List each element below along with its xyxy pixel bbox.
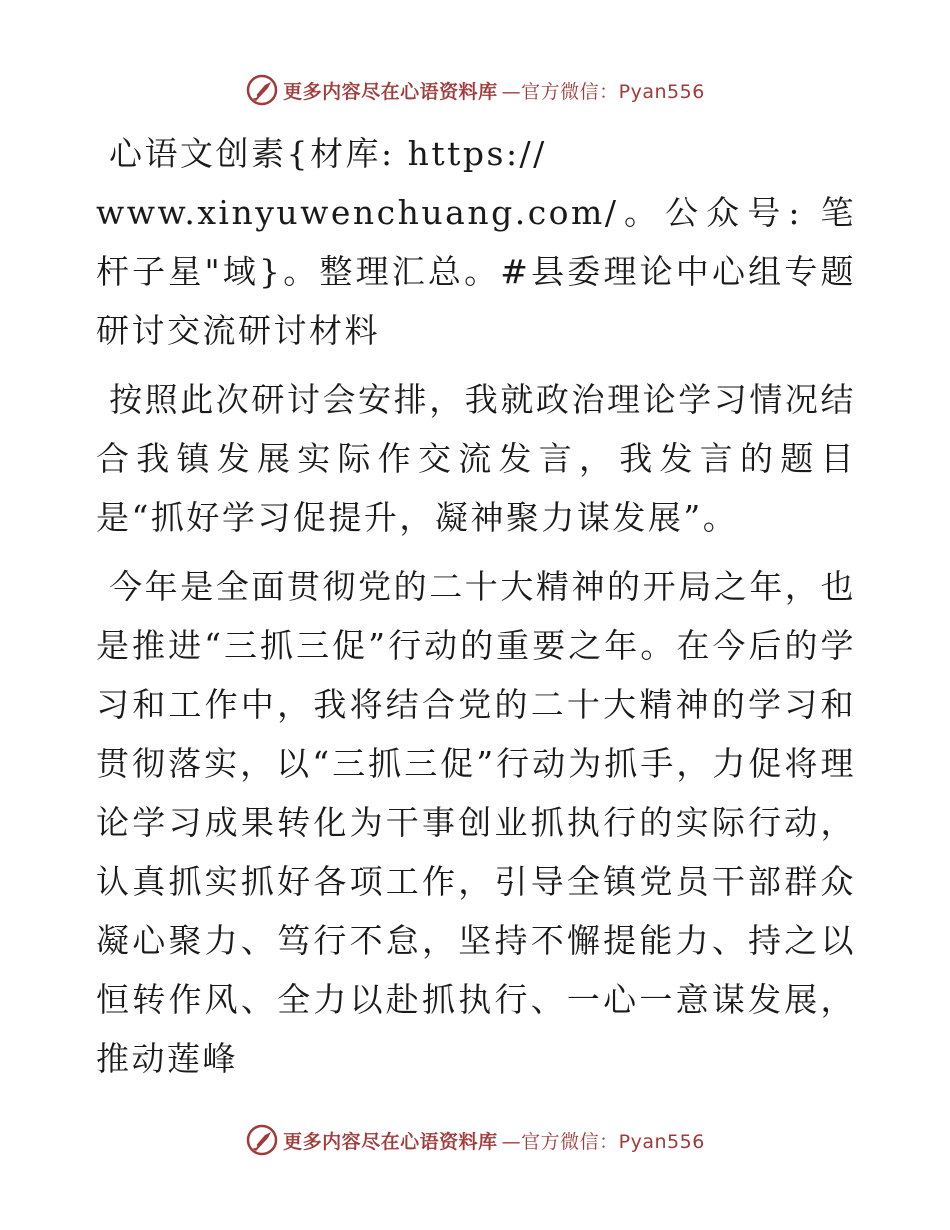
paragraph-main: 今年是全面贯彻党的二十大精神的开局之年，也是推进“三抓三促”行动的重要之年。在今后的学习和工作中，我将结合党的二十大精神的学习和贯彻落实，以“三抓三促”行动为抓手，力促将理论学习成果转化为干事创业抓执行的实际行动，认真抓实抓好各项工作，引导全镇党员干部群众凝心聚力、笃行不怠，坚持不懈提能力、持之以恒转作风、全力以赴抓执行、一心一意谋发展，推动莲峰 — [96, 567, 856, 1078]
quill-pen-logo-icon — [245, 1123, 279, 1157]
header-contact: —官方微信：Pyan556 — [501, 80, 705, 103]
paragraph-intro: 按照此次研讨会安排，我就政治理论学习情况结合我镇发展实际作交流发言，我发言的题目是“抓好学习促提升，凝神聚力谋发展”。 — [96, 380, 856, 537]
document-body — [96, 124, 856, 1098]
footer-banner — [0, 1120, 950, 1160]
footer-slogan: 更多内容尽在心语资料库 — [283, 1130, 498, 1153]
header-banner — [0, 70, 950, 110]
header-slogan: 更多内容尽在心语资料库 — [283, 80, 498, 103]
paragraph-source-note: 心语文创素{材库: https:// www.xinyuwenchuang.com/。公众号: 笔杆子星"域}。整理汇总。#县委理论中心组专题研讨交流研讨材料 — [96, 134, 856, 350]
quill-pen-logo-icon — [245, 73, 279, 107]
footer-contact: —官方微信：Pyan556 — [501, 1130, 705, 1153]
